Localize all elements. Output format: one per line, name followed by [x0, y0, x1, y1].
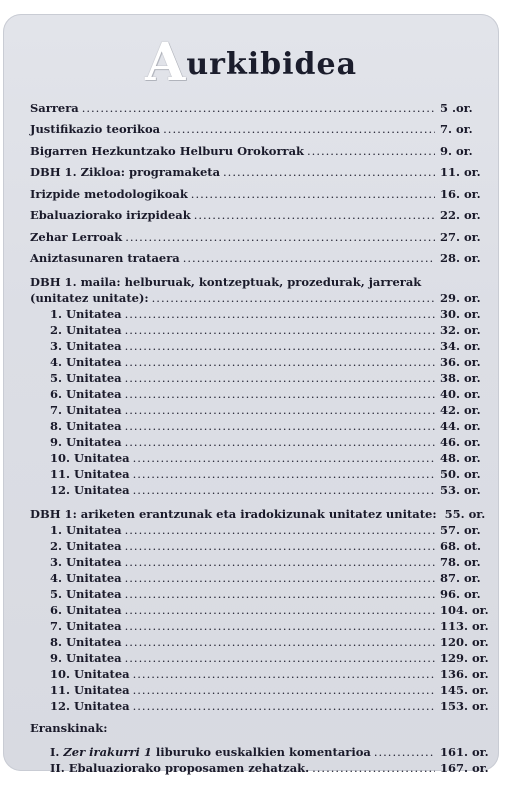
dot-leader: [312, 760, 435, 776]
unit-page: 40. or.: [440, 387, 481, 401]
unit-page: 136. or.: [440, 667, 489, 681]
unit-page: 44. or.: [440, 419, 481, 433]
unit-page: 96. or.: [440, 587, 481, 601]
unit-entry: [30, 466, 492, 482]
unit-label: 11. Unitatea: [50, 467, 130, 481]
unit-label: 2. Unitatea: [50, 539, 122, 553]
toc-entry-label: Ebaluaziorako irizpideak: [30, 208, 191, 222]
toc-entry-page: 22. or.: [440, 208, 481, 222]
toc-entry-page: 5 .or.: [440, 100, 473, 115]
unit-entry: [30, 434, 492, 450]
unit-entry: [30, 402, 492, 418]
unit-label: 10. Unitatea: [50, 667, 130, 681]
dot-leader: [163, 121, 435, 137]
appendix-entry-text: liburuko euskalkien komentarioa: [151, 745, 371, 759]
unit-entry: [30, 586, 492, 602]
toc-entry-label: Zehar Lerroak: [30, 229, 123, 244]
book-title: Zer irakurri 1: [63, 745, 152, 759]
appendix-entry-prefix: II.: [50, 761, 69, 775]
dot-leader: [125, 538, 435, 554]
unit-page: 30. or.: [440, 307, 481, 321]
unit-label: 8. Unitatea: [50, 635, 122, 649]
appendix-entry-page: 161. or.: [440, 745, 489, 759]
toc-entry-page: 29. or.: [440, 291, 481, 305]
unit-label: 6. Unitatea: [50, 387, 122, 401]
unit-label: 6. Unitatea: [50, 603, 122, 617]
toc-entry: [30, 245, 492, 267]
dot-leader: [125, 554, 435, 570]
title-initial: A: [144, 32, 187, 93]
unit-entry: [30, 666, 492, 682]
unit-entry: [30, 306, 492, 322]
unit-page: 129. or.: [440, 651, 489, 665]
dot-leader: [374, 744, 435, 760]
unit-label: 4. Unitatea: [50, 571, 122, 585]
section1-heading-line1: DBH 1. maila: helburuak, kontzeptuak, prozedurak, jarrerak: [30, 275, 422, 289]
toc-entry-page: 27. or.: [440, 229, 481, 244]
unit-label: 8. Unitatea: [50, 419, 122, 433]
appendix-entry-prefix: I.: [50, 745, 64, 759]
unit-page: 87. or.: [440, 571, 481, 585]
unit-entry: [30, 386, 492, 402]
unit-entry: [30, 338, 492, 354]
unit-entry: [30, 370, 492, 386]
section1-heading-line2: (unitatez unitate):: [30, 291, 149, 305]
unit-page: 53. or.: [440, 483, 481, 497]
dot-leader: [125, 354, 435, 370]
dot-leader: [133, 682, 435, 698]
toc-entry-page: 7. or.: [440, 122, 473, 136]
dot-leader: [307, 143, 435, 159]
dot-leader: [125, 386, 435, 402]
dot-leader: [152, 290, 435, 306]
unit-page: 42. or.: [440, 403, 481, 417]
unit-entry: [30, 682, 492, 698]
unit-entry: [30, 354, 492, 370]
dot-leader: [125, 570, 435, 586]
appendix-heading: Eranskinak:: [30, 721, 108, 735]
appendix-entry-page: 167. or.: [440, 761, 489, 775]
dot-leader: [194, 207, 435, 223]
page-title: [3, 32, 499, 93]
toc-entry-page: 55. or.: [444, 507, 486, 521]
unit-page: 36. or.: [440, 355, 481, 369]
unit-page: 145. or.: [440, 683, 489, 697]
toc-entry-page: 28. or.: [440, 251, 481, 265]
appendix-entry-label: [30, 760, 309, 776]
dot-leader: [223, 164, 435, 180]
unit-entry: [30, 482, 492, 498]
dot-leader: [133, 666, 435, 682]
dot-leader: [183, 250, 435, 266]
unit-label: 1. Unitatea: [50, 523, 122, 537]
toc-entry: [30, 116, 492, 138]
toc-card: [3, 14, 499, 775]
toc-entry: [30, 137, 492, 159]
unit-entry: [30, 538, 492, 554]
dot-leader: [125, 229, 435, 245]
unit-label: 12. Unitatea: [50, 483, 130, 497]
dot-leader: [125, 522, 435, 538]
dot-leader: [133, 482, 435, 498]
title-rest: urkibidea: [186, 47, 358, 82]
unit-label: 4. Unitatea: [50, 355, 122, 369]
dot-leader: [125, 322, 435, 338]
dot-leader: [82, 100, 435, 116]
toc-entry-label: Justifikazio teorikoa: [30, 122, 161, 136]
dot-leader: [125, 634, 435, 650]
toc-entry-page: 11. or.: [440, 165, 481, 179]
unit-label: 5. Unitatea: [50, 587, 122, 601]
toc-entry-label: Sarrera: [30, 100, 79, 115]
unit-label: 3. Unitatea: [50, 339, 122, 353]
table-of-contents: [30, 94, 492, 776]
section2-heading-label: DBH 1: ariketen erantzunak eta iradokizunak unitatez unitate:: [30, 507, 437, 521]
unit-entry: [30, 570, 492, 586]
dot-leader: [125, 434, 435, 450]
unit-page: 38. or.: [440, 371, 481, 385]
dot-leader: [125, 370, 435, 386]
dot-leader: [133, 698, 435, 714]
unit-label: 12. Unitatea: [50, 699, 130, 713]
unit-entry: [30, 618, 492, 634]
dot-leader: [125, 586, 435, 602]
unit-entry: [30, 602, 492, 618]
toc-entry-page: 16. or.: [440, 186, 481, 201]
unit-page: 48. or.: [440, 451, 481, 465]
unit-page: 50. or.: [440, 467, 481, 481]
unit-entry: [30, 522, 492, 538]
dot-leader: [125, 650, 435, 666]
unit-entry: [30, 634, 492, 650]
unit-page: 78. or.: [440, 555, 481, 569]
unit-entry: [30, 650, 492, 666]
toc-entry: [30, 223, 492, 245]
unit-page: 46. or.: [440, 435, 481, 449]
toc-entry-label: DBH 1. Zikloa: programaketa: [30, 165, 221, 179]
unit-label: 9. Unitatea: [50, 435, 122, 449]
unit-label: 10. Unitatea: [50, 451, 130, 465]
unit-entry: [30, 418, 492, 434]
unit-label: 2. Unitatea: [50, 323, 122, 337]
dot-leader: [125, 418, 435, 434]
unit-label: 9. Unitatea: [50, 651, 122, 665]
unit-entry: [30, 322, 492, 338]
dot-leader: [191, 186, 435, 202]
dot-leader: [125, 306, 435, 322]
unit-label: 1. Unitatea: [50, 307, 122, 321]
toc-entry-label: Irizpide metodologikoak: [30, 186, 188, 201]
unit-page: 153. or.: [440, 699, 489, 713]
toc-entry-page: 9. or.: [440, 143, 473, 158]
unit-page: 68. ot.: [440, 539, 481, 553]
unit-label: 5. Unitatea: [50, 371, 122, 385]
section2-heading: [30, 506, 492, 522]
dot-leader: [125, 602, 435, 618]
dot-leader: [125, 618, 435, 634]
unit-entry: [30, 554, 492, 570]
unit-page: 34. or.: [440, 339, 481, 353]
toc-entry-label: Aniztasunaren trataera: [30, 251, 180, 265]
unit-entry: [30, 698, 492, 714]
appendix-entry: [30, 744, 492, 760]
unit-page: 113. or.: [440, 619, 489, 633]
unit-label: 11. Unitatea: [50, 683, 130, 697]
unit-page: 104. or.: [440, 603, 489, 617]
unit-label: 7. Unitatea: [50, 403, 122, 417]
appendix-entry: [30, 760, 492, 776]
appendix-entry-text: Ebaluaziorako proposamen zehatzak.: [68, 761, 310, 775]
toc-entry: [30, 202, 492, 224]
dot-leader: [125, 402, 435, 418]
toc-entry: [30, 94, 492, 116]
unit-page: 57. or.: [440, 523, 481, 537]
appendix-entry-label: [30, 744, 371, 760]
section1-heading: [30, 290, 492, 306]
unit-label: 7. Unitatea: [50, 619, 122, 633]
dot-leader: [125, 338, 435, 354]
dot-leader: [133, 450, 435, 466]
toc-entry-label: Bigarren Hezkuntzako Helburu Orokorrak: [30, 143, 305, 158]
unit-page: 120. or.: [440, 635, 489, 649]
unit-entry: [30, 450, 492, 466]
unit-page: 32. or.: [440, 323, 481, 337]
dot-leader: [133, 466, 435, 482]
toc-entry: [30, 180, 492, 202]
unit-label: 3. Unitatea: [50, 555, 122, 569]
toc-entry: [30, 159, 492, 181]
